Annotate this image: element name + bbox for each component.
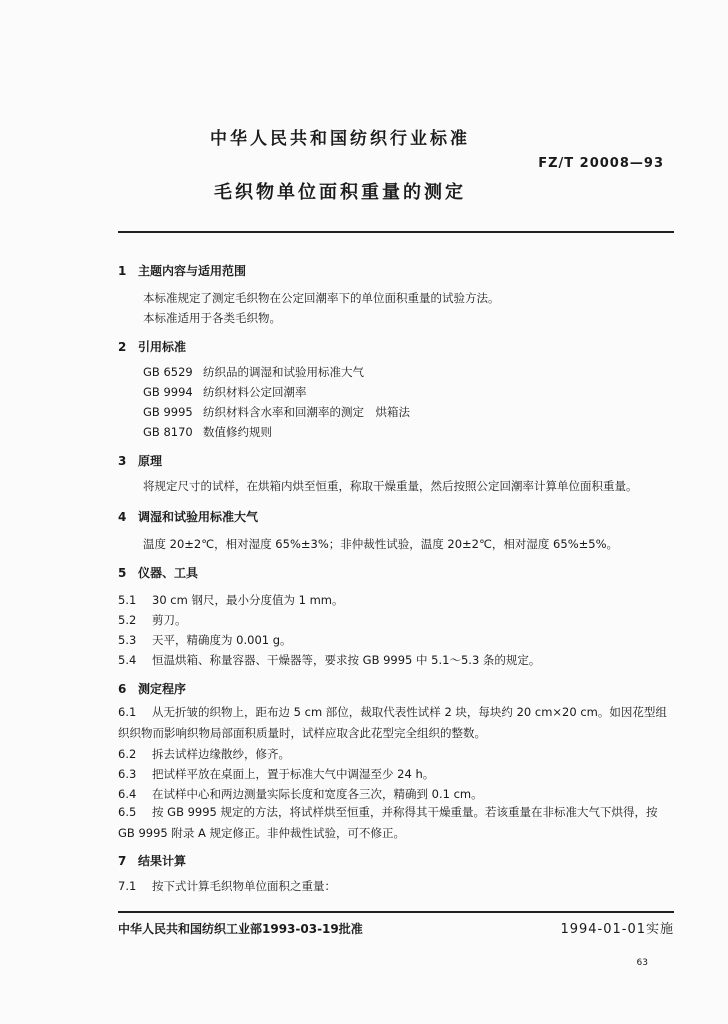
clause-text: 恒温烘箱、称量容器、干燥器等，要求按 GB 9995 中 5.1～5.3 条的规定。 [152,653,541,667]
section-7-heading [118,852,186,869]
section-number: 5 [118,566,127,580]
section-6-heading [118,680,186,697]
section-title: 测定程序 [138,682,187,696]
clause-item [118,802,674,844]
clause-item [118,652,540,668]
document-title: 毛织物单位面积重量的测定 [214,182,466,203]
reference-item [143,364,364,380]
reference-title: 纺织品的调湿和试验用标准大气 [203,365,364,379]
section-3-paragraph: 将规定尺寸的试样，在烘箱内烘至恒重，称取干燥重量，然后按照公定回潮率计算单位面积重量。 [143,479,638,493]
header-rule [118,231,674,233]
section-1-paragraph-2: 本标准适用于各类毛织物。 [143,311,281,325]
section-number: 6 [118,682,127,696]
clause-number: 7.1 [118,879,137,893]
approval-line: 中华人民共和国纺织工业部1993-03-19批准 [118,922,363,936]
reference-code: GB 9995 [143,405,193,419]
clause-text: 把试样平放在桌面上，置于标准大气中调湿至少 24 h。 [152,767,435,781]
clause-number: 6.2 [118,747,137,761]
clause-number: 6.1 [118,705,137,719]
section-title: 原理 [138,454,163,468]
reference-title: 数值修约规则 [203,425,272,439]
section-number: 2 [118,340,127,354]
clause-number: 6.4 [118,787,137,801]
clause-text: 按下式计算毛织物单位面积之重量： [152,879,336,893]
section-title: 调湿和试验用标准大气 [138,510,259,524]
clause-text: 天平，精确度为 0.001 g。 [152,633,292,647]
section-5-heading [118,564,198,581]
clause-item [118,746,290,762]
section-number: 1 [118,264,127,278]
issuing-body: 中华人民共和国纺织行业标准 [210,129,470,149]
section-number: 7 [118,854,127,868]
reference-code: GB 8170 [143,425,193,439]
reference-code: GB 6529 [143,365,193,379]
clause-item [118,612,187,628]
reference-item [143,424,272,440]
clause-number: 5.2 [118,613,137,627]
clause-number: 5.3 [118,633,137,647]
section-number: 3 [118,454,127,468]
section-3-heading [118,452,162,469]
reference-code: GB 9994 [143,385,193,399]
reference-item [143,384,307,400]
section-4-paragraph: 温度 20±2℃，相对湿度 65%±3%；非仲裁性试验，温度 20±2℃，相对湿度 65%±5%。 [143,537,619,551]
reference-title: 纺织材料公定回潮率 [203,385,307,399]
section-4-heading [118,508,258,525]
clause-text: 在试样中心和两边测量实际长度和宽度各三次，精确到 0.1 cm。 [152,787,483,801]
clause-text: 30 cm 钢尺，最小分度值为 1 mm。 [152,593,344,607]
implementation-date: 1994-01-01实施 [560,922,674,937]
section-title: 引用标准 [138,340,187,354]
clause-item [118,786,483,802]
clause-text: 按 GB 9995 规定的方法，将试样烘至恒重，并称得其干燥重量。若该重量在非标准大气下烘得，按 GB 9995 附录 A 规定修正。非仲裁性试验，可不修正。 [118,805,658,840]
section-2-heading [118,338,186,355]
reference-item [143,404,410,420]
clause-number: 6.5 [118,805,137,819]
footer-rule [118,911,674,913]
clause-number: 5.1 [118,593,137,607]
clause-number: 6.3 [118,767,137,781]
clause-item [118,592,344,608]
clause-text: 拆去试样边缘散纱，修齐。 [152,747,290,761]
clause-text: 从无折皱的织物上，距布边 5 cm 部位，裁取代表性试样 2 块，每块约 20 cm×20 cm。如因花型组织织物而影响织物局部面积质量时，试样应取含此花型完全组织的整数。 [118,705,667,740]
clause-number: 5.4 [118,653,137,667]
section-title: 主题内容与适用范围 [138,264,247,278]
reference-title: 纺织材料含水率和回潮率的测定 烘箱法 [203,405,410,419]
clause-item [118,702,674,744]
section-1-heading [118,262,246,279]
clause-item [118,766,434,782]
section-number: 4 [118,510,127,524]
clause-item [118,878,336,894]
clause-text: 剪刀。 [152,613,187,627]
standard-code: FZ/T 20008—93 [538,156,664,171]
page-number: 63 [636,958,648,968]
section-1-paragraph-1: 本标准规定了测定毛织物在公定回潮率下的单位面积重量的试验方法。 [143,291,500,305]
clause-item [118,632,292,648]
section-title: 仪器、工具 [138,566,199,580]
section-title: 结果计算 [138,854,187,868]
